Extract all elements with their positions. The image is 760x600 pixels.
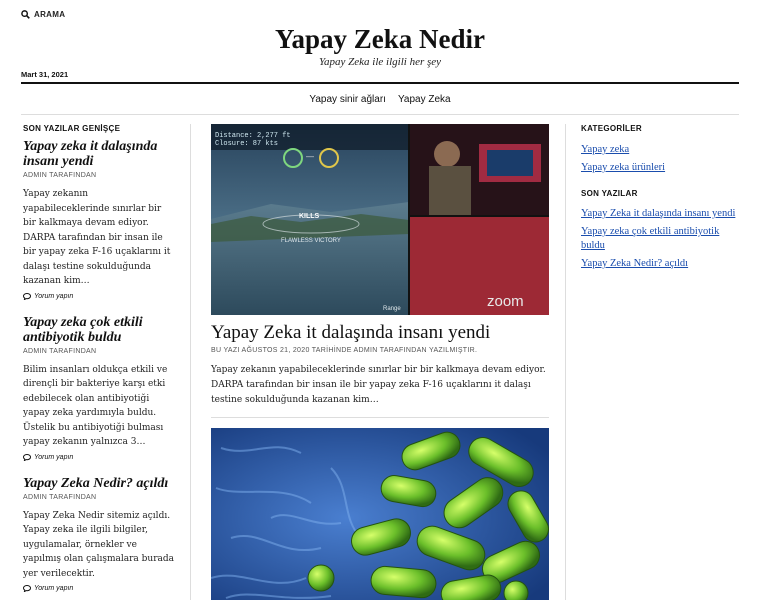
- hud-victory: FLAWLESS VICTORY: [281, 238, 341, 244]
- recent-post-link[interactable]: Yapay Zeka it dalaşında insanı yendi: [581, 208, 736, 219]
- menu-item-yapay-zeka[interactable]: Yapay Zeka: [397, 94, 451, 105]
- post-title-link[interactable]: Yapay Zeka it dalaşında insanı yendi: [211, 322, 491, 343]
- main-content: [211, 124, 549, 600]
- comment-label: Yorum yapın: [34, 453, 74, 461]
- comment-icon: [23, 585, 31, 592]
- recent-post-link[interactable]: Yapay zeka çok etkili antibiyotik buldu: [581, 226, 720, 251]
- post-title-link[interactable]: Yapay Zeka Nedir? açıldı: [23, 475, 169, 491]
- widget-title-categories: KATEGORİLER: [581, 124, 642, 133]
- site-tagline: Yapay Zeka ile ilgili her şey: [318, 56, 442, 68]
- post-excerpt: Bilim insanları oldukça etkili ve dirençli bir bakteriye karşı etki edebilecek olan antibiyotiği yapay zeka yardımıyla buldu. Üstelik bu antibiyotiği bulması yapay zekanın yalnızca 3…: [23, 364, 168, 447]
- current-date: Mart 31, 2021: [21, 70, 69, 79]
- featured-image-dogfight[interactable]: [211, 124, 549, 315]
- recent-post-link[interactable]: Yapay Zeka Nedir? açıldı: [581, 258, 689, 269]
- featured-image-bacteria[interactable]: [211, 428, 549, 600]
- post-excerpt: Yapay Zeka Nedir sitemiz açıldı. Yapay zeka ile ilgili bilgiler, uygulamalar, örnekler ve yapılmış olan çalışmalara burada yer verilecektir.: [23, 510, 174, 579]
- list-item: [23, 315, 175, 461]
- post-divider: [211, 417, 549, 418]
- category-link[interactable]: Yapay zeka: [581, 144, 630, 155]
- post-meta: BU YAZI AĞUSTOS 21, 2020 TARİHİNDE ADMIN TARAFINDAN YAZILMIŞTIR.: [211, 347, 478, 354]
- hud-kills: KILLS: [299, 213, 320, 220]
- svg-text:—: —: [306, 152, 314, 161]
- menu-divider: [21, 114, 739, 115]
- search-label: ARAMA: [34, 10, 66, 19]
- column-divider-left: [190, 124, 191, 600]
- post-author[interactable]: ADMIN TARAFINDAN: [23, 347, 97, 355]
- post-excerpt: Yapay zekanın yapabileceklerinde sınırlar bir bir kalkmaya devam ediyor. DARPA tarafından bir insan ile bir yapay zeka F-16 uçaklarını it dalaşı testine sokulduğunda kazanan kim…: [23, 189, 171, 286]
- hud-range: Range: [383, 306, 401, 312]
- widget-title-recent-wide: SON YAZILAR GENİŞÇE: [23, 124, 121, 133]
- search-toggle[interactable]: [21, 10, 65, 19]
- post-author[interactable]: ADMIN TARAFINDAN: [23, 493, 97, 501]
- header-divider: [21, 82, 739, 84]
- comment-icon: [23, 454, 31, 461]
- comment-icon: [23, 293, 31, 300]
- dogfight-illustration: [211, 124, 549, 315]
- menu-item-yapay-sinir-aglari[interactable]: Yapay sinir ağları: [309, 94, 386, 105]
- search-icon: [21, 10, 30, 19]
- post-title-link[interactable]: Yapay zeka çok etkili antibiyotik buldu: [23, 314, 143, 345]
- comment-label: Yorum yapın: [34, 585, 74, 592]
- list-item: [23, 139, 175, 300]
- category-link[interactable]: Yapay zeka ürünleri: [581, 162, 666, 173]
- main-menu: [0, 94, 760, 105]
- hud-distance: Distance: 2,277 ft: [215, 132, 291, 140]
- comment-link[interactable]: [23, 454, 175, 461]
- post-excerpt: Yapay zekanın yapabileceklerinde sınırlar bir bir kalkmaya devam ediyor. DARPA tarafından bir insan ile bir yapay zeka F-16 uçaklarını it dalaşı testine sokulduğunda kazanan kim…: [211, 365, 546, 405]
- list-item: [23, 476, 175, 593]
- post-author[interactable]: ADMIN TARAFINDAN: [23, 172, 97, 179]
- comment-link[interactable]: [23, 293, 175, 300]
- comment-link[interactable]: [23, 585, 175, 592]
- hud-closure: Closure: 87 kts: [215, 140, 279, 148]
- zoom-watermark: zoom: [487, 293, 524, 310]
- column-divider-right: [565, 124, 566, 600]
- comment-label: Yorum yapın: [34, 292, 74, 300]
- bacteria-illustration: [211, 428, 549, 600]
- right-sidebar: [581, 124, 741, 271]
- widget-title-recent: SON YAZILAR: [581, 189, 638, 198]
- site-title[interactable]: Yapay Zeka Nedir: [274, 24, 485, 54]
- post-title-link[interactable]: Yapay zeka it dalaşında insanı yendi: [23, 139, 158, 169]
- left-sidebar: [23, 124, 175, 592]
